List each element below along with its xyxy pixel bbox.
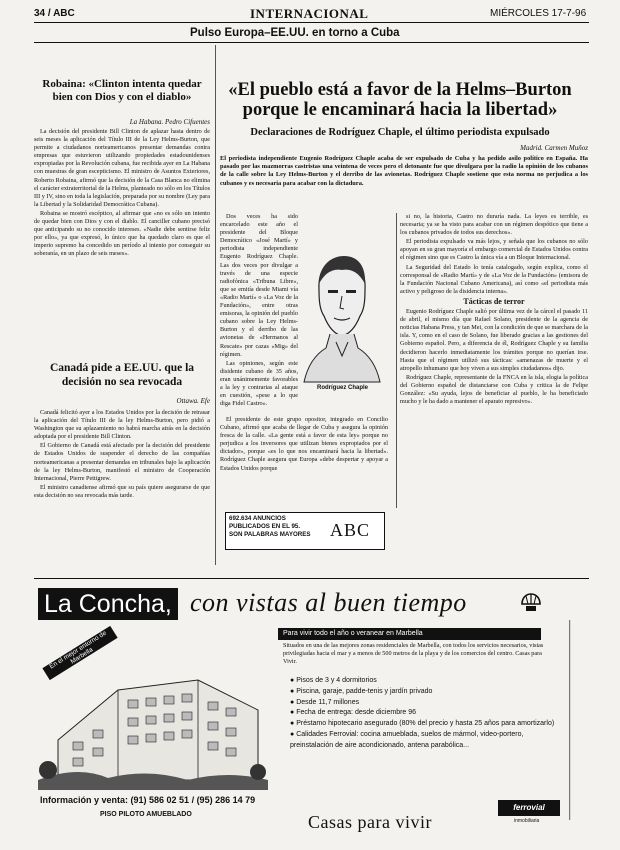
- main-paragraph: Dos veces ha sido encarcelado este año el presidente del Bloque Democrático «José Martí» y periodista independiente Eugenio Rodríguez Chaple. Las dos veces por divulgar a través de una especie radiofónica «Tribuna Libre», que se emitía desde Miami vía «Radio Martí» o «La Voz de la Fundación», entre otras emisoras, la opinión del pueblo cubano sobre la Ley Helms-Burton y el derribo de las avionetas de «Hermanos al Rescate» por cazas «Mig» del régimen.: [220, 213, 298, 358]
- main-col1: [220, 213, 298, 409]
- feature-text: Calidades Ferrovial: cocina amueblada, suelos de mármol, video-portero, preinstalación de aire acondicionado, antena parabólica...: [290, 730, 524, 749]
- feature-text: Préstamo hipotecario asegurado (80% del precio y hasta 25 años para amortizarlo): [296, 720, 555, 728]
- main-paragraph: si no, la historia, Castro no duraría nada. La leyes es terrible, es necesaria; ya se ha visto para acabar con un régimen despótico que tiene a los cubanos privados de todos sus derechos».: [400, 213, 588, 237]
- photo-caption: Rodríguez Chaple: [316, 385, 368, 391]
- bullet-icon: ●: [290, 677, 297, 684]
- main-lead: El periodista independiente Eugenio Rodríguez Chaple acaba de ser expulsado de Cuba y ha pedido asilo político en España. Ha pasado por las mazmorras castristas una veintena de veces pero el detonante fue que divulgara por la radio la opinión de los cubanos de la calle sobre la Ley Helms-Burton y el derribo de las avionetas. Rodríguez Chaple sostiene que esta norma no perjudica a los cubanos y es necesaria para acabar con la dictadura.: [220, 155, 588, 187]
- story1-byline: La Habana. Pedro Cifuentes: [129, 118, 210, 126]
- ad-feature-list: [290, 676, 555, 752]
- main-byline: Madrid. Carmen Muñoz: [520, 144, 588, 152]
- header-rule: [34, 22, 589, 23]
- feature-item: [290, 719, 555, 730]
- location-tag: En el mejor entorno de Marbella: [42, 626, 117, 680]
- column-divider: [396, 213, 397, 508]
- ad-intro: Situados en una de las mejores zonas residenciales de Marbella, con todos los servicios necesarios, vistas privilegiadas hacia el mar y a menos de 500 metros de la playa y de los comercios del centro. Casas para Vivir.: [283, 642, 544, 665]
- feature-item: [290, 687, 555, 698]
- section-name: INTERNACIONAL: [250, 6, 369, 21]
- show-flat-note: PISO PILOTO AMUEBLADO: [100, 811, 192, 818]
- issue-date: MIÉRCOLES 17-7-96: [490, 8, 587, 19]
- story2-paragraph: Canadá felicitó ayer a los Estados Unidos por la decisión de retrasar la aplicación del Título III de la ley Helms-Burton, pero pidió a Washington que su aplazamiento no habrá marcha atrás en la decisión adoptada por el presidente Bill Clinton.: [34, 409, 210, 441]
- ferrovial-logo: ferrovial: [498, 800, 560, 816]
- feature-text: Pisos de 3 y 4 dormitorios: [296, 677, 377, 684]
- feature-text: Desde 11,7 millones: [296, 698, 360, 706]
- abc-ad-line: 692.634 ANUNCIOS: [229, 515, 286, 522]
- story1-headline: Robaina: «Clinton intenta quedar bien con Dios y con el diablo»: [42, 78, 202, 103]
- story2-body: [34, 409, 210, 501]
- shell-logo-icon: [520, 592, 542, 614]
- feature-item: [290, 708, 555, 719]
- feature-text: Piscina, garaje, padde-tenis y jardín privado: [296, 687, 433, 695]
- section-rule: [34, 42, 589, 43]
- subhead-tacticas: Tácticas de terror: [463, 296, 525, 306]
- bullet-icon: ●: [290, 687, 297, 695]
- feature-text: Fecha de entrega: desde diciembre 96: [296, 709, 417, 717]
- story2-paragraph: El ministro canadiense afirmó que su país quiere asegurarse de que esta decisión no sea revocada más tarde.: [34, 483, 210, 499]
- main-col1b: [220, 416, 388, 474]
- contact-phone: Información y venta: (91) 586 02 51 / (95) 286 14 79: [40, 795, 256, 805]
- main-col2: [400, 213, 588, 407]
- feature-item: [290, 676, 555, 687]
- section-title: Pulso Europa–EE.UU. en torno a Cuba: [190, 27, 400, 39]
- page-number: 34 / ABC: [34, 8, 75, 19]
- bullet-icon: ●: [290, 730, 297, 738]
- main-headline: «El pueblo está a favor de la Helms–Burton porque le encaminará hacia la libertad»: [228, 80, 572, 120]
- story1-paragraph: Robaina se mostró escéptico, al afirmar que «no es sólo un intento de quedar bien con Dios y con el diablo. El canciller cubano precisó que anticipando su no conocido intereses. «Nadie debe sentirse feliz por ello», ya que expresó, lo único que ha quedado claro es que el imperio supremo ha concedido un período al intento por conseguir su soberanía, en un plazo de seis meses».: [34, 209, 210, 258]
- story1-body: [34, 128, 210, 260]
- ad-banner: Para vivir todo el año o veranear en Marbella: [278, 628, 541, 640]
- main-paragraph: La Seguridad del Estado lo tenía catalogado, según explica, como el corresponsal de «Radio Martí» y de «La Voz de la Fundación» (emisora de la Fundación Nacional Cubano Americana), así como «el periodista más activo y peligroso de la disidencia interna».: [400, 263, 588, 295]
- ad-brand-box: La Concha,: [38, 588, 178, 620]
- ad-side-strip: [566, 620, 574, 820]
- bullet-icon: ●: [290, 698, 297, 706]
- abc-logo: ABC: [330, 520, 371, 540]
- story2-byline: Ottawa. Efe: [176, 397, 210, 405]
- feature-item: [290, 698, 555, 709]
- abc-ad-text: [229, 515, 329, 539]
- abc-ad-line: SON PALABRAS MAYORES: [229, 531, 311, 538]
- portrait-photo: [300, 252, 385, 392]
- main-paragraph: El periodista expulsado va más lejos, y señala que los cubanos no sólo apoyan en su gran mayoría el embargo comercial de Estados Unidos contra el régimen sino que es Castro la única vía a un Bloque Internacional.: [400, 238, 588, 262]
- casas-logo: Casas para vivir: [308, 812, 432, 832]
- abc-ad-line: PUBLICADOS EN EL 95.: [229, 523, 301, 530]
- ad-slogan: con vistas al buen tiempo: [190, 588, 467, 617]
- story2-paragraph: El Gobierno de Canadá está afectado por la decisión del presidente de Estados Unidos de suspender el derecho de las compañías norteamericanas a presentar demandas en tribunales bajo la aplicación de la ley Helms-Burton, manifestó el ministro de Cooperación Internacional, Pierre Pettigrew.: [34, 442, 210, 482]
- main-paragraph: Eugenio Rodríguez Chaple salió por última vez de la cárcel el pasado 11 de abril, el mismo día que Rafael Solano, presidente de la agencia de noticias Habana Press, y tan Mei, con la condición de que se marchara de la isla. Y, como en el caso de Solano, fue liberado gracias a las gestiones del Gobierno español. Pero, a diferencia de él, Rodríguez Chaple y su familia decidieron hacerlo inmediatamente los trámites porque no querían irse. Hasta que el régimen utilizó sus tácticas: «amenazas de muerte y el atropello inhumano que hoy viven a sus simples ciudadanos» dijo.: [400, 308, 588, 372]
- ferrovial-sub: inmobiliaria: [514, 818, 540, 824]
- bullet-icon: ●: [290, 709, 297, 717]
- main-paragraph: Las opiniones, según este disidente cubano de 35 años, eran unánimemente favorables a la ley y contrarias al ataque en cuestión, «pese a lo que diga Fidel Castro».: [220, 359, 298, 408]
- main-subheadline: Declaraciones de Rodríguez Chaple, el último periodista expulsado: [250, 127, 550, 138]
- story1-paragraph: La decisión del presidente Bill Clinton de aplazar hasta dentro de seis meses la aplicación del Título III de la Ley Helms-Burton, que permite a ciudadanos norteamericanos presentar demandas contra empresas que estuvieron utilizando propiedades estadounidenses expropiadas por la Revolución cubana, fue recibida ayer en La Habana con muestras de gran escepticismo. El ministro de Asuntos Exteriores, Roberto Robaina, afirmó que la decisión de la Casa Blanca no elimina el carácter extraterritorial de la Helms, planteado no sólo en los Títulos III y IV, sino en toda la legislación, preparada por su nombre (Ley para la Libertad y la Solidaridad Democrática Cubana).: [34, 128, 210, 208]
- main-paragraph: El presidente de este grupo opositor, integrado en Concilio Cubano, afirmó que acaba de llegar de Cuba y asegura la opinión fresca de la calle. «La gente está a favor de esta ley» porque no perjudica a los inversores que utilizan bienes expropiados por el dictador», porque «es lo que nos encaminará hacia la libertad». Rodríguez Chaple asegura que Europa «debe despertar y apoyar a Estados Unidos porque: [220, 416, 388, 472]
- feature-item: [290, 730, 555, 752]
- bullet-icon: ●: [290, 720, 297, 728]
- main-paragraph: Rodríguez Chaple, representante de la FNCA en la isla, elogia la política del Gobierno español de distanciarse con Cuba y critica la de Felipe González: «Su ayuda, lejos de beneficiar al pueblo, le ha beneficiado mucho y le ha dado a mantener el aparato represivo».: [400, 373, 588, 406]
- column-divider: [215, 45, 216, 565]
- story2-headline: Canadá pide a EE.UU. que la decisión no sea revocada: [49, 362, 195, 388]
